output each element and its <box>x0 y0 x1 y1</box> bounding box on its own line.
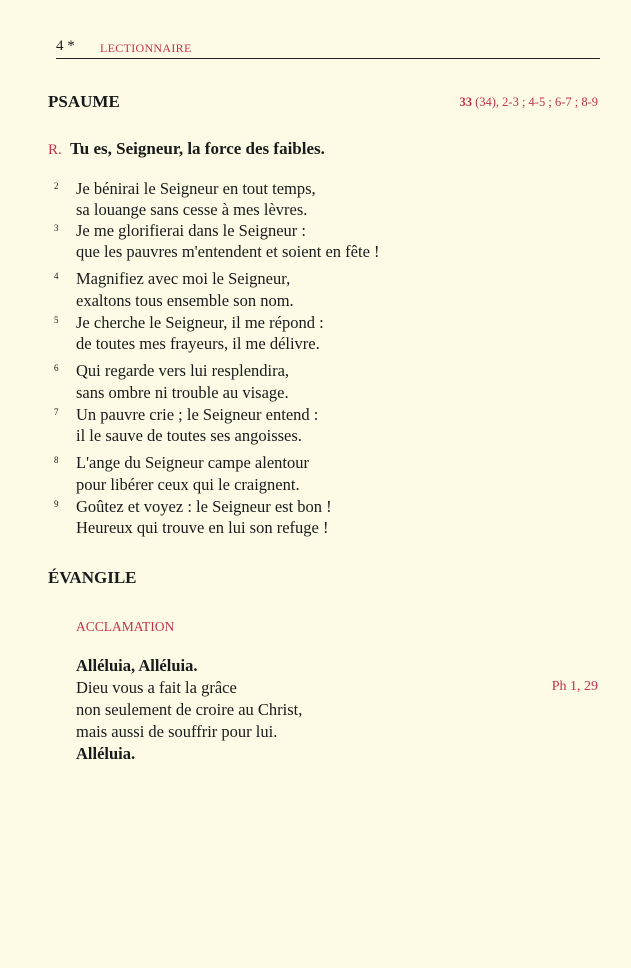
verse-line: que les pauvres m'entendent et soient en fête ! <box>76 242 380 261</box>
page-number: 4 * <box>56 38 75 54</box>
verse-line: pour libérer ceux qui le craignent. <box>76 475 300 494</box>
acclamation-line: Dieu vous a fait la grâce <box>76 678 237 697</box>
psalm-verses-ref: (34), 2-3 ; 4-5 ; 6-7 ; 8-9 <box>471 95 598 109</box>
acclamation-label: ACCLAMATION <box>76 619 175 634</box>
verse-line: Je me glorifierai dans le Seigneur : <box>76 221 307 240</box>
acclamation-line: mais aussi de souffrir pour lui. <box>76 722 278 741</box>
verse-line: exaltons tous ensemble son nom. <box>76 291 294 310</box>
psalm-heading: PSAUME <box>48 92 120 111</box>
refrain <box>48 139 325 159</box>
verse-number: 5 <box>54 315 59 325</box>
verse-line: il le sauve de toutes ses angoisses. <box>76 426 302 445</box>
alleluia-open: Alléluia, Alléluia. <box>76 656 198 675</box>
psalm-reference <box>459 95 598 110</box>
verse-number: 3 <box>54 223 59 233</box>
header-rule <box>56 58 600 59</box>
verse-line: Je bénirai le Seigneur en tout temps, <box>76 179 316 198</box>
verse-number: 4 <box>54 271 59 281</box>
verse-number: 2 <box>54 181 59 191</box>
verse-number: 9 <box>54 499 59 509</box>
refrain-text: Tu es, Seigneur, la force des faibles. <box>70 139 325 158</box>
gospel-reference: Ph 1, 29 <box>551 679 598 694</box>
verse-number: 6 <box>54 363 59 373</box>
verse-line: de toutes mes frayeurs, il me délivre. <box>76 334 320 353</box>
verse-number: 7 <box>54 407 59 417</box>
verse-line: Heureux qui trouve en lui son refuge ! <box>76 518 329 537</box>
verse-line: Je cherche le Seigneur, il me répond : <box>76 313 324 332</box>
verse-line: sa louange sans cesse à mes lèvres. <box>76 200 308 219</box>
verse-line: Magnifiez avec moi le Seigneur, <box>76 269 291 288</box>
refrain-mark: R. <box>48 142 62 158</box>
verse-line: sans ombre ni trouble au visage. <box>76 383 289 402</box>
verse-line: Un pauvre crie ; le Seigneur entend : <box>76 405 319 424</box>
alleluia-close: Alléluia. <box>76 744 136 763</box>
verse-line: L'ange du Seigneur campe alentour <box>76 453 309 472</box>
verse-line: Qui regarde vers lui resplendira, <box>76 361 290 380</box>
gospel-heading: ÉVANGILE <box>48 568 137 587</box>
verse-number: 8 <box>54 455 59 465</box>
verse-line: Goûtez et voyez : le Seigneur est bon ! <box>76 497 332 516</box>
book-title: LECTIONNAIRE <box>100 41 192 55</box>
acclamation-line: non seulement de croire au Christ, <box>76 700 303 719</box>
psalm-number: 33 <box>459 95 472 109</box>
